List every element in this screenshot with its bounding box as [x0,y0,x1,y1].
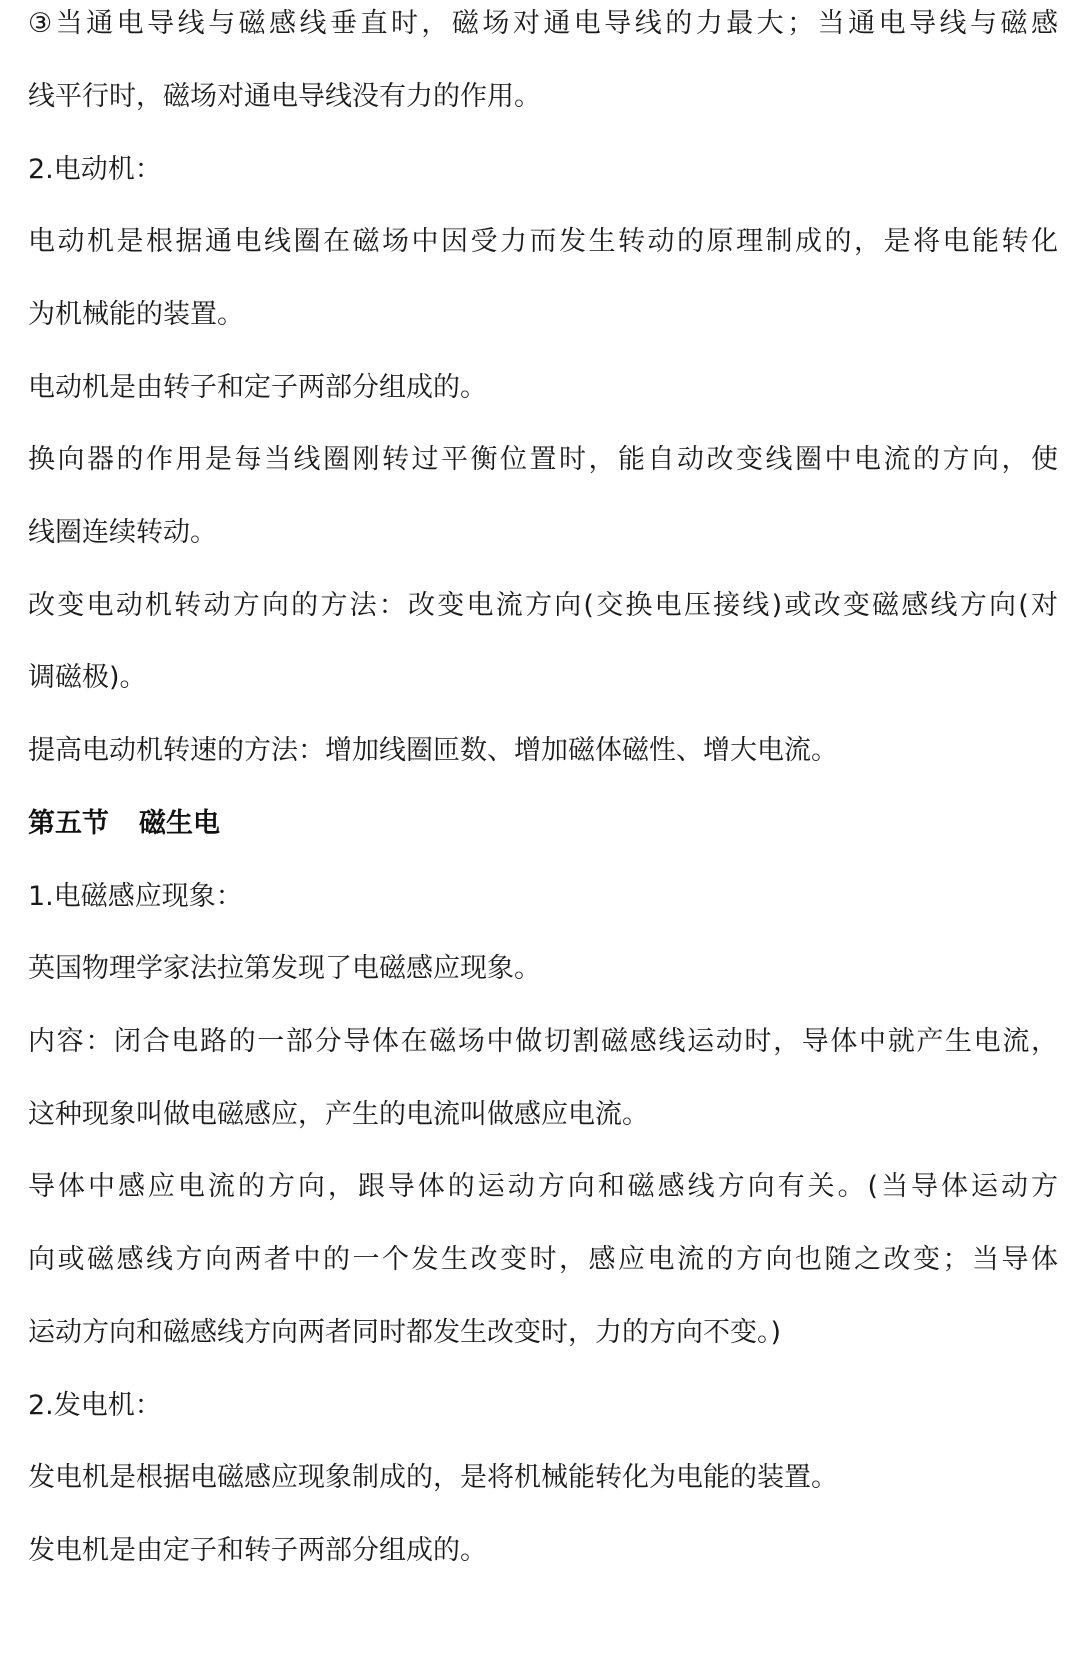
text-line: 这种现象叫做电磁感应，产生的电流叫做感应电流。 [28,1099,649,1130]
text-line: 换向器的作用是每当线圈刚转过平衡位置时，能自动改变线圈中电流的方向，使 [28,444,1058,475]
text-line: 电动机是根据通电线圈在磁场中因受力而发生转动的原理制成的，是将电能转化 [28,226,1058,257]
section-heading [28,804,220,844]
text-line: ③当通电导线与磁感线垂直时，磁场对通电导线的力最大；当通电导线与磁感 [28,8,1058,39]
text-line: 发电机是由定子和转子两部分组成的。 [28,1535,487,1566]
text-line: 内容：闭合电路的一部分导体在磁场中做切割磁感线运动时，导体中就产生电流， [28,1026,1058,1057]
section-number: 第五节 [28,808,109,839]
text-line: 改变电动机转动方向的方法：改变电流方向(交换电压接线)或改变磁感线方向(对 [28,590,1058,621]
text-line: 为机械能的装置。 [28,299,244,330]
section-title: 磁生电 [139,808,220,839]
text-line: 向或磁感线方向两者中的一个发生改变时，感应电流的方向也随之改变；当导体 [28,1244,1058,1275]
text-line: 电动机是由转子和定子两部分组成的。 [28,372,487,403]
subheading-motor: 2.电动机： [28,154,162,185]
subheading-generator: 2.发电机： [28,1390,162,1421]
subheading-induction: 1.电磁感应现象： [28,881,243,912]
text-line: 线平行时，磁场对通电导线没有力的作用。 [28,81,541,112]
text-line: 英国物理学家法拉第发现了电磁感应现象。 [28,953,541,984]
text-line: 线圈连续转动。 [28,517,217,548]
text-line: 提高电动机转速的方法：增加线圈匝数、增加磁体磁性、增大电流。 [28,735,838,766]
text-line: 运动方向和磁感线方向两者同时都发生改变时，力的方向不变。) [28,1317,782,1348]
text-line: 发电机是根据电磁感应现象制成的，是将机械能转化为电能的装置。 [28,1462,838,1493]
text-line: 导体中感应电流的方向，跟导体的运动方向和磁感线方向有关。(当导体运动方 [28,1171,1058,1202]
text-line: 调磁极)。 [28,662,147,693]
